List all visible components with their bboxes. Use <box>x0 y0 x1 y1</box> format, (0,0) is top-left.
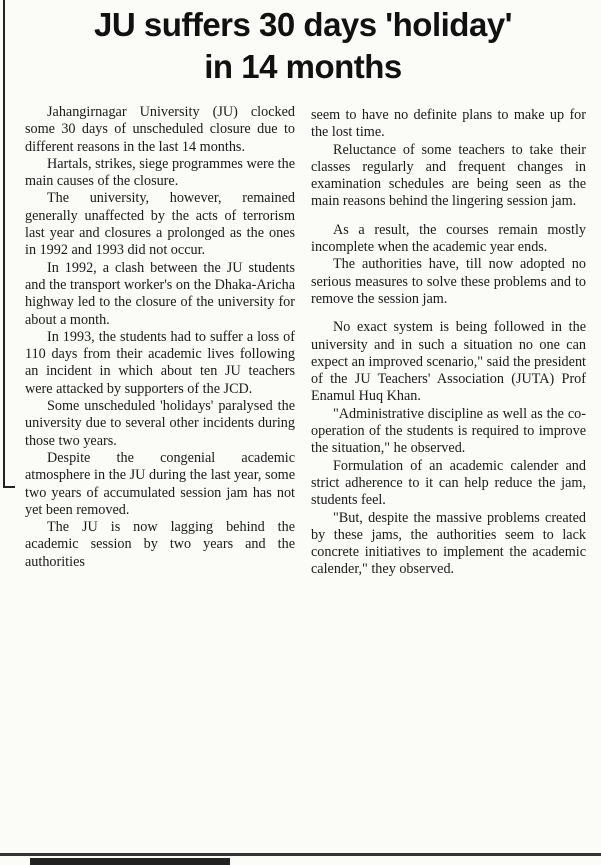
headline-line-1: JU suffers 30 days 'holiday' <box>93 6 513 43</box>
paragraph: The university, however, remained generally unaffected by the acts of terrorism last year and closures a prolonged as the ones in 1992 and 1993 did not occur. <box>25 190 295 259</box>
next-article-edge <box>30 858 230 865</box>
paragraph: The authorities have, till now adopted no serious measures to solve these problems and to remove the session jam. <box>311 256 586 307</box>
headline-line-2: in 14 months <box>204 48 402 85</box>
paragraph: Some unscheduled 'holidays' paralysed the university due to several other incidents during those two years. <box>25 398 295 449</box>
paragraph: Hartals, strikes, siege programmes were the main causes of the closure. <box>25 155 295 190</box>
paragraph: Jahangirnagar University (JU) clocked some 30 days of unscheduled closure due to different reasons in the last 14 months. <box>25 104 295 155</box>
right-column <box>311 107 586 579</box>
paragraph: Despite the congenial academic atmosphere in the JU during the last year, some two years of accumulated session jam has not yet been removed. <box>25 449 295 518</box>
paragraph: Formulation of an academic calender and strict adherence to it can help reduce the jam, students feel. <box>311 457 586 509</box>
paragraph: "But, despite the massive problems created by these jams, the authorities seem to lack concrete initiatives to implement the academic calender," they observed. <box>311 509 586 578</box>
footer-rule <box>0 853 601 856</box>
headline <box>8 4 598 88</box>
left-column <box>25 104 295 571</box>
paragraph: Reluctance of some teachers to take their classes regularly and frequent changes in examination schedules are being seen as the main reasons behind the lingering session jam. <box>311 141 586 210</box>
paragraph: seem to have no definite plans to make up for the lost time. <box>311 107 586 141</box>
paragraph: The JU is now lagging behind the academic session by two years and the authorities <box>25 519 295 570</box>
paragraph: In 1992, a clash between the JU students and the transport worker's on the Dhaka-Aricha highway led to the closure of the university for about a month. <box>25 259 295 328</box>
paragraph: "Administrative discipline as well as the co-operation of the students is required to improve the situation," he observed. <box>311 405 586 457</box>
border-rule-left <box>3 0 5 488</box>
paragraph: In 1993, the students had to suffer a loss of 110 days from their academic lives following an incident in which about ten JU teachers were attacked by supporters of the JCD. <box>25 328 295 397</box>
border-rule-corner <box>5 486 15 488</box>
paragraph: No exact system is being followed in the university and in such a situation no one can expect an improved scenario," said the president of the JU Teachers' Association (JUTA) Prof Enamul Huq Khan. <box>311 319 586 405</box>
paragraph: As a result, the courses remain mostly incomplete when the academic year ends. <box>311 221 586 256</box>
